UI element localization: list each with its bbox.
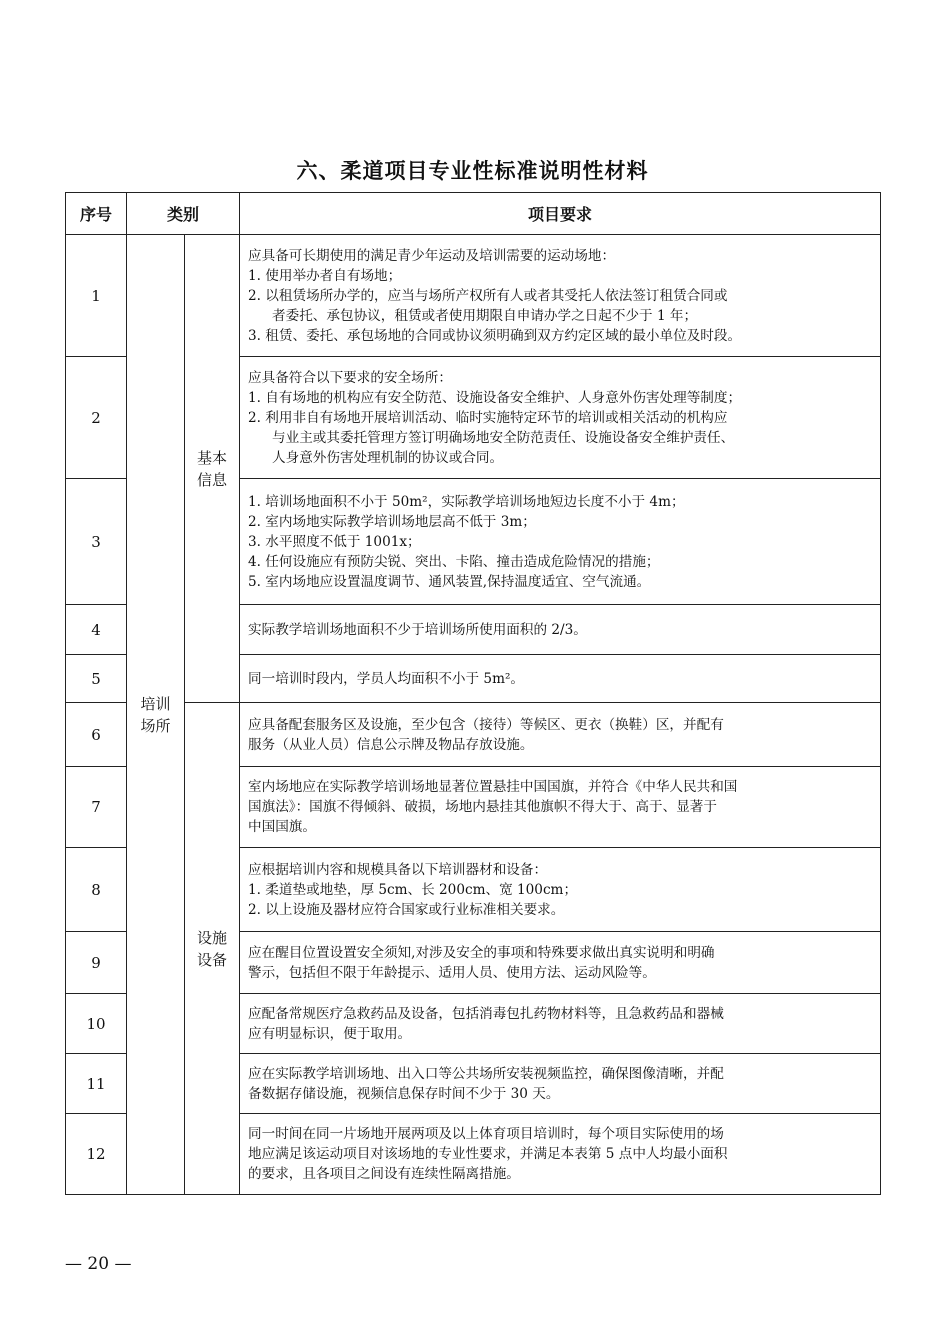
requirement-text: 应根据培训内容和规模具备以下培训器材和设备： 1. 柔道垫或地垫，厚 5cm、长 200cm、宽 100cm； 2. 以上设施及器材应符合国家或行业标准相关要求。 <box>240 848 881 932</box>
row-number: 1 <box>66 235 127 357</box>
requirement-text: 应在醒目位置设置安全须知,对涉及安全的事项和特殊要求做出真实说明和明确 警示，包括但不限于年龄提示、适用人员、使用方法、运动风险等。 <box>240 932 881 994</box>
row-number: 2 <box>66 357 127 479</box>
requirement-text: 应具备可长期使用的满足青少年运动及培训需要的运动场地： 1. 使用举办者自有场地； 2. 以租赁场所办学的，应当与场所产权所有人或者其受托人依法签订租赁合同或 者委托、承包协议，租赁或者使用期限自申请办学之日起不少于 1 年； 3. 租赁、委托、承包场地的合同或协议须明确到双方约定区域的最小单位及时段。 <box>240 235 881 357</box>
row-number: 4 <box>66 605 127 655</box>
requirement-text: 应具备配套服务区及设施，至少包含（接待）等候区、更衣（换鞋）区，并配有 服务（从业人员）信息公示牌及物品存放设施。 <box>240 703 881 767</box>
category-basic-info: 基本信息 <box>185 235 240 703</box>
category-training-venue: 培训场所 <box>127 235 185 1195</box>
row-number: 3 <box>66 479 127 605</box>
requirement-text: 实际教学培训场地面积不少于培训场所使用面积的 2/3。 <box>240 605 881 655</box>
row-number: 11 <box>66 1054 127 1114</box>
row-number: 6 <box>66 703 127 767</box>
requirement-text: 应配备常规医疗急救药品及设备，包括消毒包扎药物材料等，且急救药品和器械 应有明显标识，便于取用。 <box>240 994 881 1054</box>
header-no: 序号 <box>66 193 127 235</box>
requirement-text: 同一培训时段内，学员人均面积不小于 5m²。 <box>240 655 881 703</box>
row-number: 8 <box>66 848 127 932</box>
requirement-text: 应在实际教学培训场地、出入口等公共场所安装视频监控，确保图像清晰，并配 备数据存储设施，视频信息保存时间不少于 30 天。 <box>240 1054 881 1114</box>
requirement-text: 应具备符合以下要求的安全场所： 1. 自有场地的机构应有安全防范、设施设备安全维护、人身意外伤害处理等制度； 2. 利用非自有场地开展培训活动、临时实施特定环节的培训或相关活动的机构应 与业主或其委托管理方签订明确场地安全防范责任、设施设备安全维护责任、 人身意外伤害处理机制的协议或合同。 <box>240 357 881 479</box>
page-title: 六、柔道项目专业性标准说明性材料 <box>296 159 649 183</box>
requirement-text: 室内场地应在实际教学培训场地显著位置悬挂中国国旗，并符合《中华人民共和国 国旗法》：国旗不得倾斜、破损，场地内悬挂其他旗帜不得大于、高于、显著于 中国国旗。 <box>240 767 881 848</box>
header-category: 类别 <box>127 193 240 235</box>
page-number: — 20 — <box>65 1254 132 1274</box>
category-facilities: 设施设备 <box>185 703 240 1195</box>
row-number: 12 <box>66 1114 127 1195</box>
row-number: 7 <box>66 767 127 848</box>
requirement-text: 同一时间在同一片场地开展两项及以上体育项目培训时，每个项目实际使用的场 地应满足该运动项目对该场地的专业性要求，并满足本表第 5 点中人均最小面积 的要求，且各项目之间设有连续性隔离措施。 <box>240 1114 881 1195</box>
table-row <box>66 235 881 357</box>
table-row <box>66 703 881 767</box>
table-header-row <box>66 193 881 235</box>
header-requirement: 项目要求 <box>240 193 881 235</box>
row-number: 9 <box>66 932 127 994</box>
requirement-text: 1. 培训场地面积不小于 50m²，实际教学培训场地短边长度不小于 4m； 2. 室内场地实际教学培训场地层高不低于 3m； 3. 水平照度不低于 1001x； 4. 任何设施应有预防尖锐、突出、卡陷、撞击造成危险情况的措施； 5. 室内场地应设置温度调节、通风装置,保持温度适宜、空气流通。 <box>240 479 881 605</box>
row-number: 10 <box>66 994 127 1054</box>
row-number: 5 <box>66 655 127 703</box>
requirements-table <box>65 192 881 1195</box>
